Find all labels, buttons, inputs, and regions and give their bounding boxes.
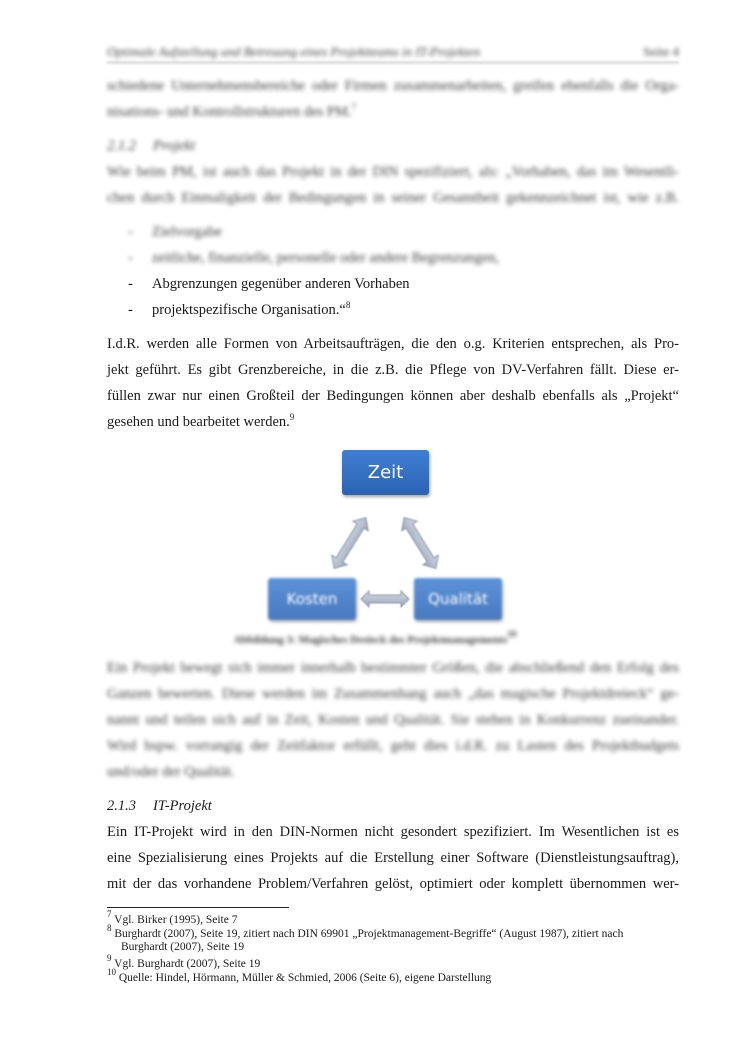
list-item: - Abgrenzungen gegenüber anderen Vorhaben [128,276,410,292]
blurred-line: chen durch Einmaligkeit der Bedingungen in seiner Gesamtheit gekennzeichnet ist, wie z.B. [107,190,679,206]
figure-caption: Abbildung 3: Magisches Dreieck des Projektmanagements$^{10}$ [233,629,517,646]
paragraph-line: gesehen und bearbeitet werden.$^9$ [107,412,295,430]
blurred-line: Wie beim PM, ist auch das Projekt in der DIN spezifiziert, als: „Vorhaben, das im Wesentli- [107,164,679,180]
blurred-line: und/oder der Qualität. [107,764,235,780]
paragraph-line: jekt geführt. Es gibt Grenzbereiche, in die z.B. die Pflege von DV-Verfahren fällt. Diese er- [107,362,679,378]
paragraph-line: füllen zwar nur einen Großteil der Bedingungen können aber deshalb ebenfalls als „Projekt“ [107,388,679,404]
heading-number: 2.1.2 [107,138,136,154]
box-kosten: Kosten [268,578,356,620]
blurred-line: nannt und teilen sich auf in Zeit, Kosten und Qualität. Sie stehen in Konkurrenz zueinander. [107,712,679,728]
list-item: - projektspezifische Organisation.“$^8$ [128,300,351,318]
arrow-kosten-qualitaet [361,591,409,607]
arrow-kosten-zeit [326,513,373,573]
footnote-8: $^8$ Burghardt (2007), Seite 19, zitiert nach DIN 69901 „Projektmanagement-Begriffe“ (August 1987), zitiert nach Burghardt (2007), Seite 19 [107,923,624,953]
heading-text: Projekt [153,138,196,154]
blurred-line: Ein Projekt bewegt sich immer innerhalb bestimmter Größen, die abschließend den Erfolg des [107,660,679,676]
box-qualitaet: Qualität [414,578,502,620]
blurred-line: schiedene Unternehmensbereiche oder Firmen zusammenarbeiten, greifen ebenfalls die Orga- [107,78,679,94]
footnote-9: $^9$ Vgl. Burghardt (2007), Seite 19 [107,953,261,970]
heading-number: 2.1.3 [107,798,136,814]
footnote-rule [107,907,289,908]
blurred-line: nisations- und Kontrollstrukturen des PM.$^7$ [107,102,356,120]
list-item: - Zielvorgabe [128,224,222,240]
heading-text: IT-Projekt [153,798,212,814]
footnote-7: $^7$ Vgl. Birker (1995), Seite 7 [107,909,238,926]
paragraph-line: I.d.R. werden alle Formen von Arbeitsaufträgen, die den o.g. Kriterien entsprechen, als Pro- [107,336,679,352]
arrow-zeit-qualitaet [396,513,443,573]
footnote-10: $^{10}$ Quelle: Hindel, Hörmann, Müller & Schmied, 2006 (Seite 6), eigene Darstellung [107,967,492,984]
section-heading-2-1-3 [107,798,212,815]
header-page-number: Seite 4 [643,44,679,59]
paragraph-line: Ein IT-Projekt wird in den DIN-Normen nicht gesondert spezifiziert. Im Wesentlichen ist es [107,824,679,840]
header-title: Optimale Aufstellung und Betreuung eines Projektteams in IT-Projekten [107,44,481,59]
paragraph-line: eine Spezialisierung eines Projekts auf die Erstellung einer Software (Dienstleistungsauftrag), [107,850,679,866]
blurred-line: Wird bspw. vorrangig der Zeitfaktor erfüllt, geht dies i.d.R. zu Lasten des Projektbudgets [107,738,679,754]
blurred-line: Ganzen bewerten. Diese werden im Zusammenhang auch „das magische Projektdreieck“ ge- [107,686,679,702]
paragraph-line: mit der das vorhandene Problem/Verfahren gelöst, optimiert oder komplett übernommen wer- [107,876,679,892]
list-item: - zeitliche, finanzielle, personelle oder andere Begrenzungen, [128,250,500,266]
box-zeit: Zeit [342,450,429,495]
